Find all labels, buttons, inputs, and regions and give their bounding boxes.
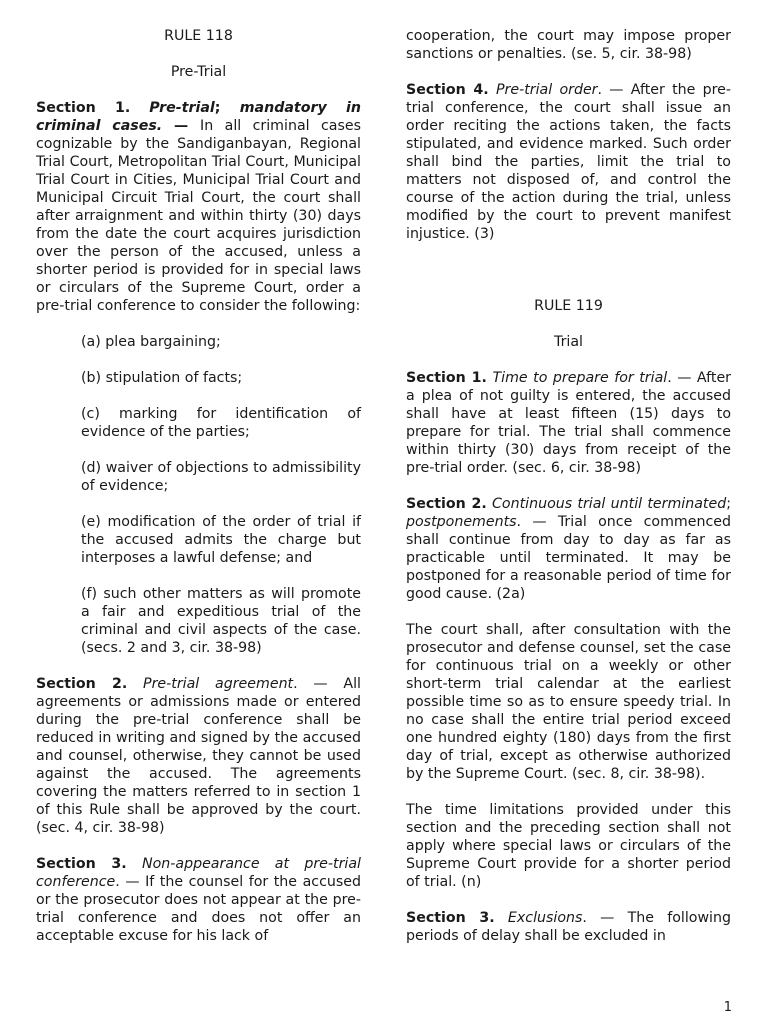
rule-118-subtitle: Pre-Trial: [170, 64, 227, 80]
section-body: . — All agreements or admissions made or entered during the pre-trial conference shall be reduced in writing and signed by the accused and counsel, otherwise, they cannot be used against the accused. The agreements covering the matters referred to in section 1 of this Rule shall be approved by the court. (sec. 4, cir. 38-98): [36, 676, 361, 836]
section-number: Section 3.: [36, 856, 127, 872]
right-column: [406, 27, 731, 963]
rule-118-section-3: [36, 855, 361, 945]
page-number: 1: [723, 1000, 732, 1015]
list-item: (b) stipulation of facts;: [81, 370, 243, 386]
rule-118-section-1: [36, 99, 361, 315]
list-item: (a) plea bargaining;: [81, 334, 221, 350]
list-item: (e) modification of the order of trial if the accused admits the charge but interposes a lawful defense; and: [81, 514, 361, 566]
list-item: (d) waiver of objections to admissibility of evidence;: [81, 460, 361, 494]
rule-118-section-3-continued: cooperation, the court may impose proper sanctions or penalties. (se. 5, cir. 38-98): [406, 28, 731, 62]
list-item: (f) such other matters as will promote a fair and expeditious trial of the criminal and civil aspects of the case. (secs. 2 and 3, cir. 38-98): [81, 586, 361, 656]
section-title: Pre-trial order: [495, 82, 598, 98]
rule-119-section-2: [406, 495, 731, 603]
section-number: Section 2.: [406, 496, 487, 512]
rule-119-section-2-paragraph: The time limitations provided under this section and the preceding section shall not apply where special laws or circulars of the Supreme Court provide for a shorter period of trial. (n): [406, 802, 731, 890]
section-number: Section 2.: [36, 676, 128, 692]
section-title-separator: ;: [726, 496, 732, 512]
section-number: Section 1.: [36, 100, 131, 116]
section-number: Section 1.: [406, 370, 487, 386]
rule-119-section-1: [406, 369, 731, 477]
list-item: (c) marking for identification of evidence of the parties;: [81, 406, 361, 440]
section-body: . — Trial once commenced shall continue from day to day as far as practicable until terminated. It may be postponed for a reasonable period of time for good cause. (2a): [406, 514, 731, 602]
section-dash: —: [162, 118, 201, 134]
section-number: Section 3.: [406, 910, 495, 926]
section-body: . — The following periods of delay shall be excluded in: [406, 910, 731, 944]
rule-119-section-3: [406, 909, 731, 945]
rule-118-title: RULE 118: [164, 28, 233, 44]
section-title-separator: ;: [214, 100, 240, 116]
section-number: Section 4.: [406, 82, 489, 98]
section-title: Pre-trial agreement: [143, 676, 294, 692]
rule-118-section-4: [406, 81, 731, 243]
section-body: . — After the pre-trial conference, the court shall issue an order reciting the actions taken, the facts stipulated, and evidence marked. Such order shall bind the parties, limit the trial to matters not disposed of, and control the course of the action during the trial, unless modified by the court to prevent manifest injustice. (3): [406, 82, 731, 242]
section-title: Exclusions: [507, 910, 583, 926]
section-body: In all criminal cases cognizable by the Sandiganbayan, Regional Trial Court, Metropolitan Trial Court, Municipal Trial Court in Cities, Municipal Trial Court and Municipal Circuit Trial Court, the court shall after arraignment and within thirty (30) days from the date the court acquires jurisdiction over the person of the accused, unless a shorter period is provided for in special laws or circulars of the Supreme Court, order a pre-trial conference to consider the following:: [36, 118, 361, 314]
section-body: . — After a plea of not guilty is entered, the accused shall have at least fifteen (15) days to prepare for trial. The trial shall commence within thirty (30) days from receipt of the pre-trial order. (sec. 6, cir. 38-98): [406, 370, 732, 476]
rule-119-subtitle: Trial: [554, 334, 583, 350]
rule-118-section-2: [36, 675, 361, 837]
left-column: [36, 27, 361, 963]
section-title: Time to prepare for trial: [492, 370, 668, 386]
section-title: Pre-trial: [149, 100, 215, 116]
section-title-b: postponements: [406, 514, 517, 530]
section-title: Non-appearance at pre-trial conference: [36, 856, 361, 890]
section-title-b: mandatory in criminal cases.: [36, 100, 361, 134]
section-title: Continuous trial until terminated: [492, 496, 727, 512]
section-body: . — If the counsel for the accused or the prosecutor does not appear at the pre-trial conference and does not offer an acceptable excuse for his lack of: [36, 874, 361, 944]
rule-119-section-2-paragraph: The court shall, after consultation with the prosecutor and defense counsel, set the case for continuous trial on a weekly or other short-term trial calendar at the earliest possible time so as to ensure speedy trial. In no case shall the entire trial period exceed one hundred eighty (180) days from the first day of trial, except as otherwise authorized by the Supreme Court. (sec. 8, cir. 38-98).: [406, 622, 731, 782]
rule-119-title: RULE 119: [534, 298, 603, 314]
